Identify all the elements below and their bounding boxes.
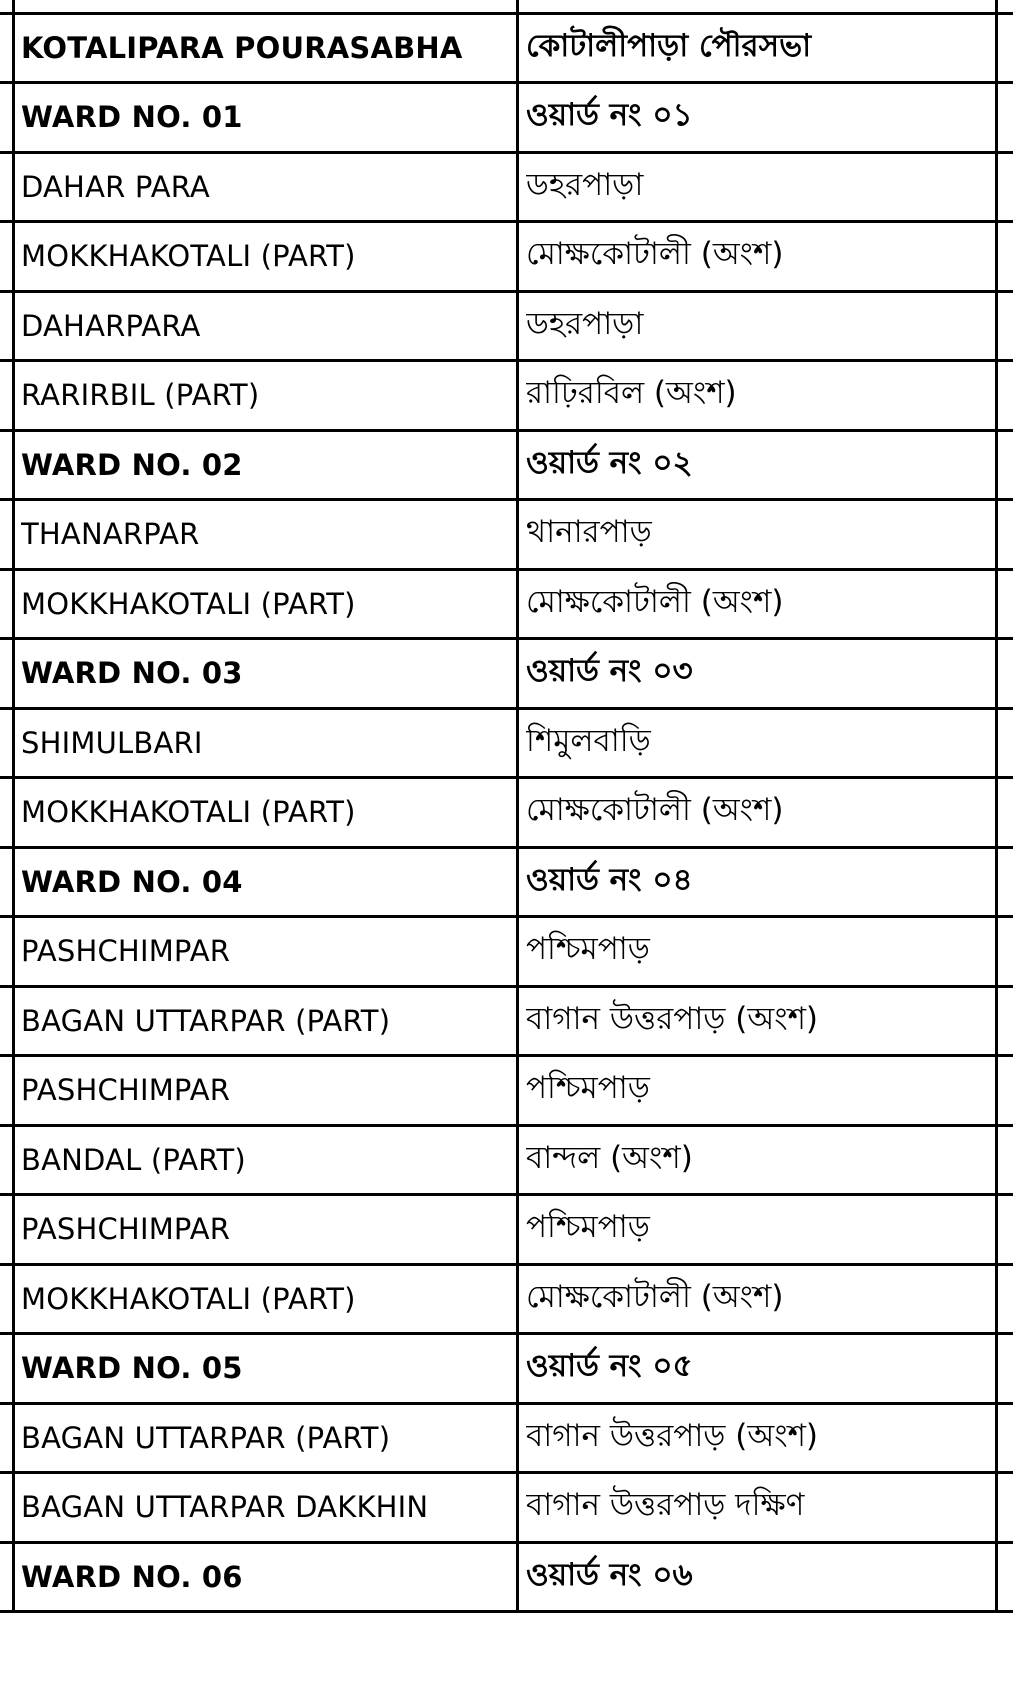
- table-row: [0, 291, 1013, 361]
- table-row: [0, 361, 1013, 431]
- bengali-name-cell: পশ্চিমপাড়: [526, 1070, 650, 1107]
- english-name-cell: MOKKHAKOTALI (PART): [21, 239, 356, 274]
- english-name-cell: WARD NO. 02: [21, 447, 243, 482]
- bengali-name-cell: বাগান উত্তরপাড় (অংশ): [526, 1000, 819, 1037]
- row-border: [0, 1610, 1013, 1613]
- table-row: [0, 986, 1013, 1056]
- bengali-name-cell: ওয়ার্ড নং ০৪: [526, 861, 693, 898]
- table-row: [0, 917, 1013, 987]
- bengali-name-cell: মোক্ষকোটালী (অংশ): [526, 583, 784, 620]
- bengali-name-cell: ডহরপাড়া: [526, 305, 644, 342]
- english-name-cell: SHIMULBARI: [21, 725, 203, 760]
- english-name-cell: BAGAN UTTARPAR (PART): [21, 1420, 391, 1455]
- english-name-cell: BAGAN UTTARPAR (PART): [21, 1003, 391, 1038]
- table-row: [0, 708, 1013, 778]
- table-row: [0, 1403, 1013, 1473]
- english-name-cell: BAGAN UTTARPAR DAKKHIN: [21, 1490, 429, 1525]
- english-name-cell: WARD NO. 06: [21, 1559, 243, 1594]
- table-row: [0, 778, 1013, 848]
- english-name-cell: WARD NO. 03: [21, 656, 243, 691]
- table-header-row: [0, 430, 1013, 500]
- table-header-row: [0, 83, 1013, 153]
- table-header-row: [0, 639, 1013, 709]
- bengali-name-cell: কোটালীপাড়া পৌরসভা: [526, 27, 812, 64]
- bengali-name-cell: মোক্ষকোটালী (অংশ): [526, 1278, 784, 1315]
- bengali-name-cell: ওয়ার্ড নং ০১: [526, 97, 693, 134]
- table-row: [0, 1056, 1013, 1126]
- table-header-row: [0, 1542, 1013, 1612]
- table-row: [0, 152, 1013, 222]
- english-name-cell: WARD NO. 04: [21, 864, 243, 899]
- bengali-name-cell: শিমুলবাড়ি: [526, 722, 651, 759]
- table-header-row: [0, 1334, 1013, 1404]
- english-name-cell: PASHCHIMPAR: [21, 1073, 231, 1108]
- english-name-cell: WARD NO. 05: [21, 1351, 243, 1386]
- english-name-cell: MOKKHAKOTALI (PART): [21, 1281, 356, 1316]
- bengali-name-cell: মোক্ষকোটালী (অংশ): [526, 792, 784, 829]
- bengali-name-cell: পশ্চিমপাড়: [526, 931, 650, 968]
- english-name-cell: PASHCHIMPAR: [21, 934, 231, 969]
- table-header-row: [0, 13, 1013, 83]
- table-row: [0, 1125, 1013, 1195]
- bengali-name-cell: বান্দল (অংশ): [526, 1139, 693, 1176]
- table-row: [0, 1264, 1013, 1334]
- bengali-name-cell: ওয়ার্ড নং ০৩: [526, 653, 693, 690]
- english-name-cell: RARIRBIL (PART): [21, 378, 260, 413]
- bengali-name-cell: ডহরপাড়া: [526, 166, 644, 203]
- table-row: [0, 569, 1013, 639]
- bengali-name-cell: বাগান উত্তরপাড় (অংশ): [526, 1417, 819, 1454]
- bengali-name-cell: বাগান উত্তরপাড় দক্ষিণ: [526, 1487, 805, 1524]
- english-name-cell: BANDAL (PART): [21, 1142, 246, 1177]
- bengali-name-cell: থানারপাড়: [526, 514, 652, 551]
- english-name-cell: THANARPAR: [21, 517, 200, 552]
- bengali-name-cell: ওয়ার্ড নং ০৬: [526, 1556, 693, 1593]
- bengali-name-cell: পশ্চিমপাড়: [526, 1209, 650, 1246]
- table-row: [0, 222, 1013, 292]
- english-name-cell: PASHCHIMPAR: [21, 1212, 231, 1247]
- english-name-cell: MOKKHAKOTALI (PART): [21, 795, 356, 830]
- bengali-name-cell: মোক্ষকোটালী (অংশ): [526, 236, 784, 273]
- bengali-name-cell: রাঢ়িরবিল (অংশ): [526, 375, 737, 412]
- english-name-cell: WARD NO. 01: [21, 100, 243, 135]
- bengali-name-cell: ওয়ার্ড নং ০২: [526, 444, 693, 481]
- table-row: [0, 1473, 1013, 1543]
- table-row: [0, 1195, 1013, 1265]
- table-header-row: [0, 847, 1013, 917]
- english-name-cell: MOKKHAKOTALI (PART): [21, 586, 356, 621]
- english-name-cell: DAHAR PARA: [21, 169, 210, 204]
- bengali-name-cell: ওয়ার্ড নং ০৫: [526, 1348, 693, 1385]
- english-name-cell: DAHARPARA: [21, 308, 201, 343]
- table-row: [0, 500, 1013, 570]
- english-name-cell: KOTALIPARA POURASABHA: [21, 30, 463, 65]
